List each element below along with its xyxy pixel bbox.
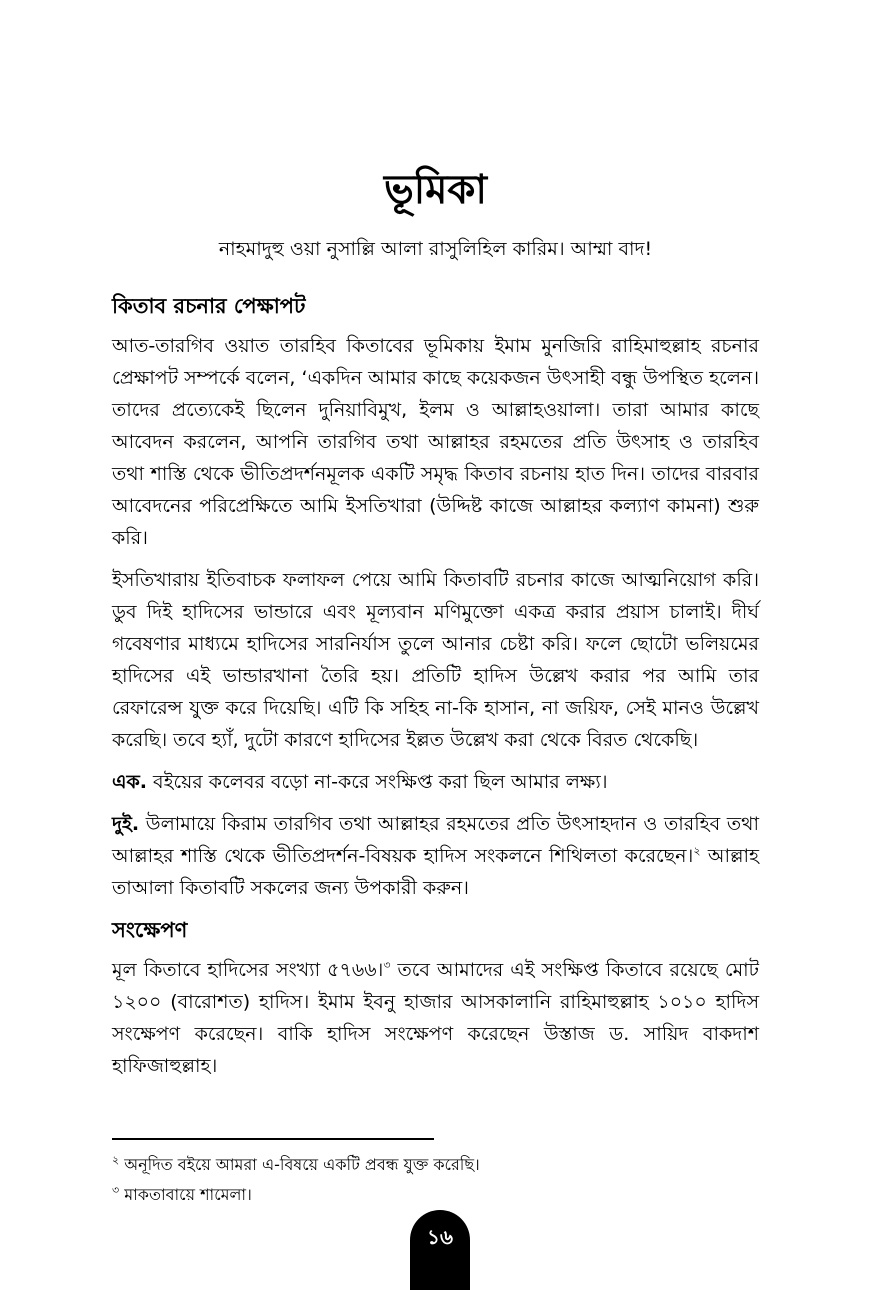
paragraph-background-1: আত-তারগিব ওয়াত তারহিব কিতাবের ভূমিকায় ইমাম মুনজিরি রাহিমাহুল্লাহ রচনার প্রেক্ষাপট সম্পর্কে বলেন, ‘একদিন আমার কাছে কয়েকজন উৎসাহী বন্ধু উপস্থিত হলেন। তাদের প্রত্যেকেই ছিলেন দুনিয়াবিমুখ, ইলম ও আল্লাহওয়ালা। তারা আমার কাছে আবেদন করলেন, আপনি তারগিব তথা আল্লাহর রহমতের প্রতি উৎসাহ ও তারহিব তথা শাস্তি থেকে ভীতিপ্রদর্শনমূলক একটি সমৃদ্ধ কিতাব রচনায় হাত দিন। তাদের বারবার আবেদনের পরিপ্রেক্ষিতে আমি ইসতিখারা (উদ্দিষ্ট কাজে আল্লাহর কল্যাণ কামনা) শুরু করি। (112, 335, 759, 549)
point-two-after: আল্লাহ তাআলা কিতাবটি সকলের জন্য উপকারী করুন। (112, 845, 759, 899)
point-one (112, 766, 759, 798)
page-title: ভূমিকা (383, 167, 488, 213)
footnote-ref-2: ২ (693, 844, 701, 858)
footnote-3-number: ৩ (112, 1183, 120, 1197)
footnote-ref-3: ৩ (383, 958, 391, 972)
point-one-label: এক. (112, 771, 147, 793)
footnote-3-text: মাকতাবায়ে শামেলা। (119, 1185, 252, 1204)
footnotes (112, 1150, 759, 1210)
footnote-2-text: অনূদিত বইয়ে আমরা এ-বিষয়ে একটি প্রবন্ধ যুক্ত করেছি। (119, 1155, 480, 1174)
footnote-divider (112, 1138, 434, 1140)
paragraph-abridgement (112, 954, 759, 1082)
page-body (112, 150, 759, 1092)
point-one-text: বইয়ের কলেবর বড়ো না-করে সংক্ষিপ্ত করা ছিল আমার লক্ষ্য। (146, 771, 608, 793)
page-number: ১৬ (427, 1225, 453, 1249)
paragraph-background-2: ইসতিখারায় ইতিবাচক ফলাফল পেয়ে আমি কিতাবটি রচনার কাজে আত্মনিয়োগ করি। ডুব দিই হাদিসের ভান্ডারে এবং মূল্যবান মণিমুক্তো একত্র করার প্রয়াস চালাই। দীর্ঘ গবেষণার মাধ্যমে হাদিসের সারনির্যাস তুলে আনার চেষ্টা করি। ফলে ছোটো ভলিয়মের হাদিসের এই ভান্ডারখানা তৈরি হয়। প্রতিটি হাদিস উল্লেখ করার পর আমি তার রেফারেন্স যুক্ত করে দিয়েছি। এটি কি সহিহ না-কি হাসান, না জয়িফ, সেই মানও উল্লেখ করেছি। তবে হ্যাঁ, দুটো কারণে হাদিসের ইল্লত উল্লেখ করা থেকে বিরত থেকেছি। (112, 569, 759, 751)
invocation-line: নাহমাদুহু ওয়া নুসাল্লি আলা রাসুলিহিল কারিম। আম্মা বাদ! (218, 238, 653, 260)
section-heading-background: কিতাব রচনার পেক্ষাপট (112, 294, 306, 318)
abridgement-text-a: মূল কিতাবে হাদিসের সংখ্যা ৫৭৬৬। (112, 959, 384, 981)
abridgement-text-b: তবে আমাদের এই সংক্ষিপ্ত কিতাবে রয়েছে মোট ১২০০ (বারোশত) হাদিস। ইমাম ইবনু হাজার আসকালানি রাহিমাহুল্লাহ ১০১০ হাদিস সংক্ষেপণ করেছেন। বাকি হাদিস সংক্ষেপণ করেছেন উস্তাজ ড. সায়িদ বাকদাশ হাফিজাহুল্লাহ। (112, 959, 759, 1077)
section-heading-abridgement: সংক্ষেপণ (112, 918, 188, 942)
footnote-3 (112, 1180, 759, 1210)
footnote-2 (112, 1150, 759, 1180)
point-two (112, 808, 759, 904)
footnote-2-number: ২ (112, 1153, 120, 1167)
point-two-text: উলামায়ে কিরাম তারগিব তথা আল্লাহর রহমতের প্রতি উৎসাহদান ও তারহিব তথা আল্লাহর শাস্তি থেকে ভীতিপ্রদর্শন-বিষয়ক হাদিস সংকলনে শিথিলতা করেছেন। (112, 813, 759, 867)
point-two-label: দুই. (112, 813, 140, 835)
